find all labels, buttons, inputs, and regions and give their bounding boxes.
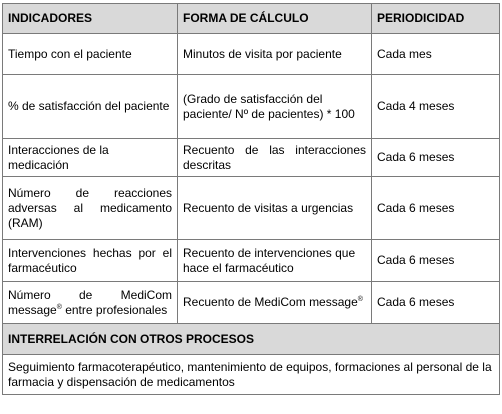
forma-cell: Recuento de visitas a urgencias: [178, 177, 372, 240]
forma-cell: Minutos de visita por paciente: [178, 34, 372, 75]
forma-cell: Recuento de las interacciones descritas: [178, 139, 372, 177]
indicador-cell: Interacciones de la medicación: [3, 139, 178, 177]
periodicidad-cell: Cada 6 meses: [372, 282, 500, 324]
table-row: [3, 240, 500, 282]
registered-mark: ®: [56, 303, 62, 311]
periodicidad-cell: Cada mes: [372, 34, 500, 75]
section-header-row: [3, 324, 500, 355]
section-text: Seguimiento farmacoterapéutico, mantenimiento de equipos, formaciones al personal de la farmacia y dispensación de medicamentos: [3, 355, 500, 395]
table-row: [3, 34, 500, 75]
table-header-row: [3, 4, 500, 34]
table-row: [3, 177, 500, 240]
forma-cell: Recuento de intervenciones que hace el farmacéutico: [178, 240, 372, 282]
indicador-cell: Tiempo con el paciente: [3, 34, 178, 75]
indicators-table: [2, 3, 500, 395]
header-indicadores: INDICADORES: [3, 4, 178, 34]
section-body-row: [3, 355, 500, 395]
forma-cell: [178, 282, 372, 324]
header-periodicidad: PERIODICIDAD: [372, 4, 500, 34]
periodicidad-cell: Cada 6 meses: [372, 240, 500, 282]
indicador-text-b: entre profesionales: [61, 302, 168, 317]
table-row: [3, 282, 500, 324]
forma-text: Recuento de MediCom message: [183, 295, 358, 309]
periodicidad-cell: Cada 4 meses: [372, 75, 500, 139]
registered-mark: ®: [357, 296, 363, 303]
periodicidad-cell: Cada 6 meses: [372, 177, 500, 240]
table-row: [3, 139, 500, 177]
periodicidad-cell: Cada 6 meses: [372, 139, 500, 177]
indicador-cell: Intervenciones hechas por el farmacéutico: [3, 240, 178, 282]
header-forma-calculo: FORMA DE CÁLCULO: [178, 4, 372, 34]
indicador-cell: Número de reacciones adversas al medicamento (RAM): [3, 177, 178, 240]
forma-cell: (Grado de satisfacción del paciente/ Nº de pacientes) * 100: [178, 75, 372, 139]
indicador-text-a: Número de MediCom message: [8, 287, 172, 317]
section-title: INTERRELACIÓN CON OTROS PROCESOS: [3, 324, 500, 355]
table-row: [3, 75, 500, 139]
indicador-cell: % de satisfacción del paciente: [3, 75, 178, 139]
indicador-cell: [3, 282, 178, 324]
